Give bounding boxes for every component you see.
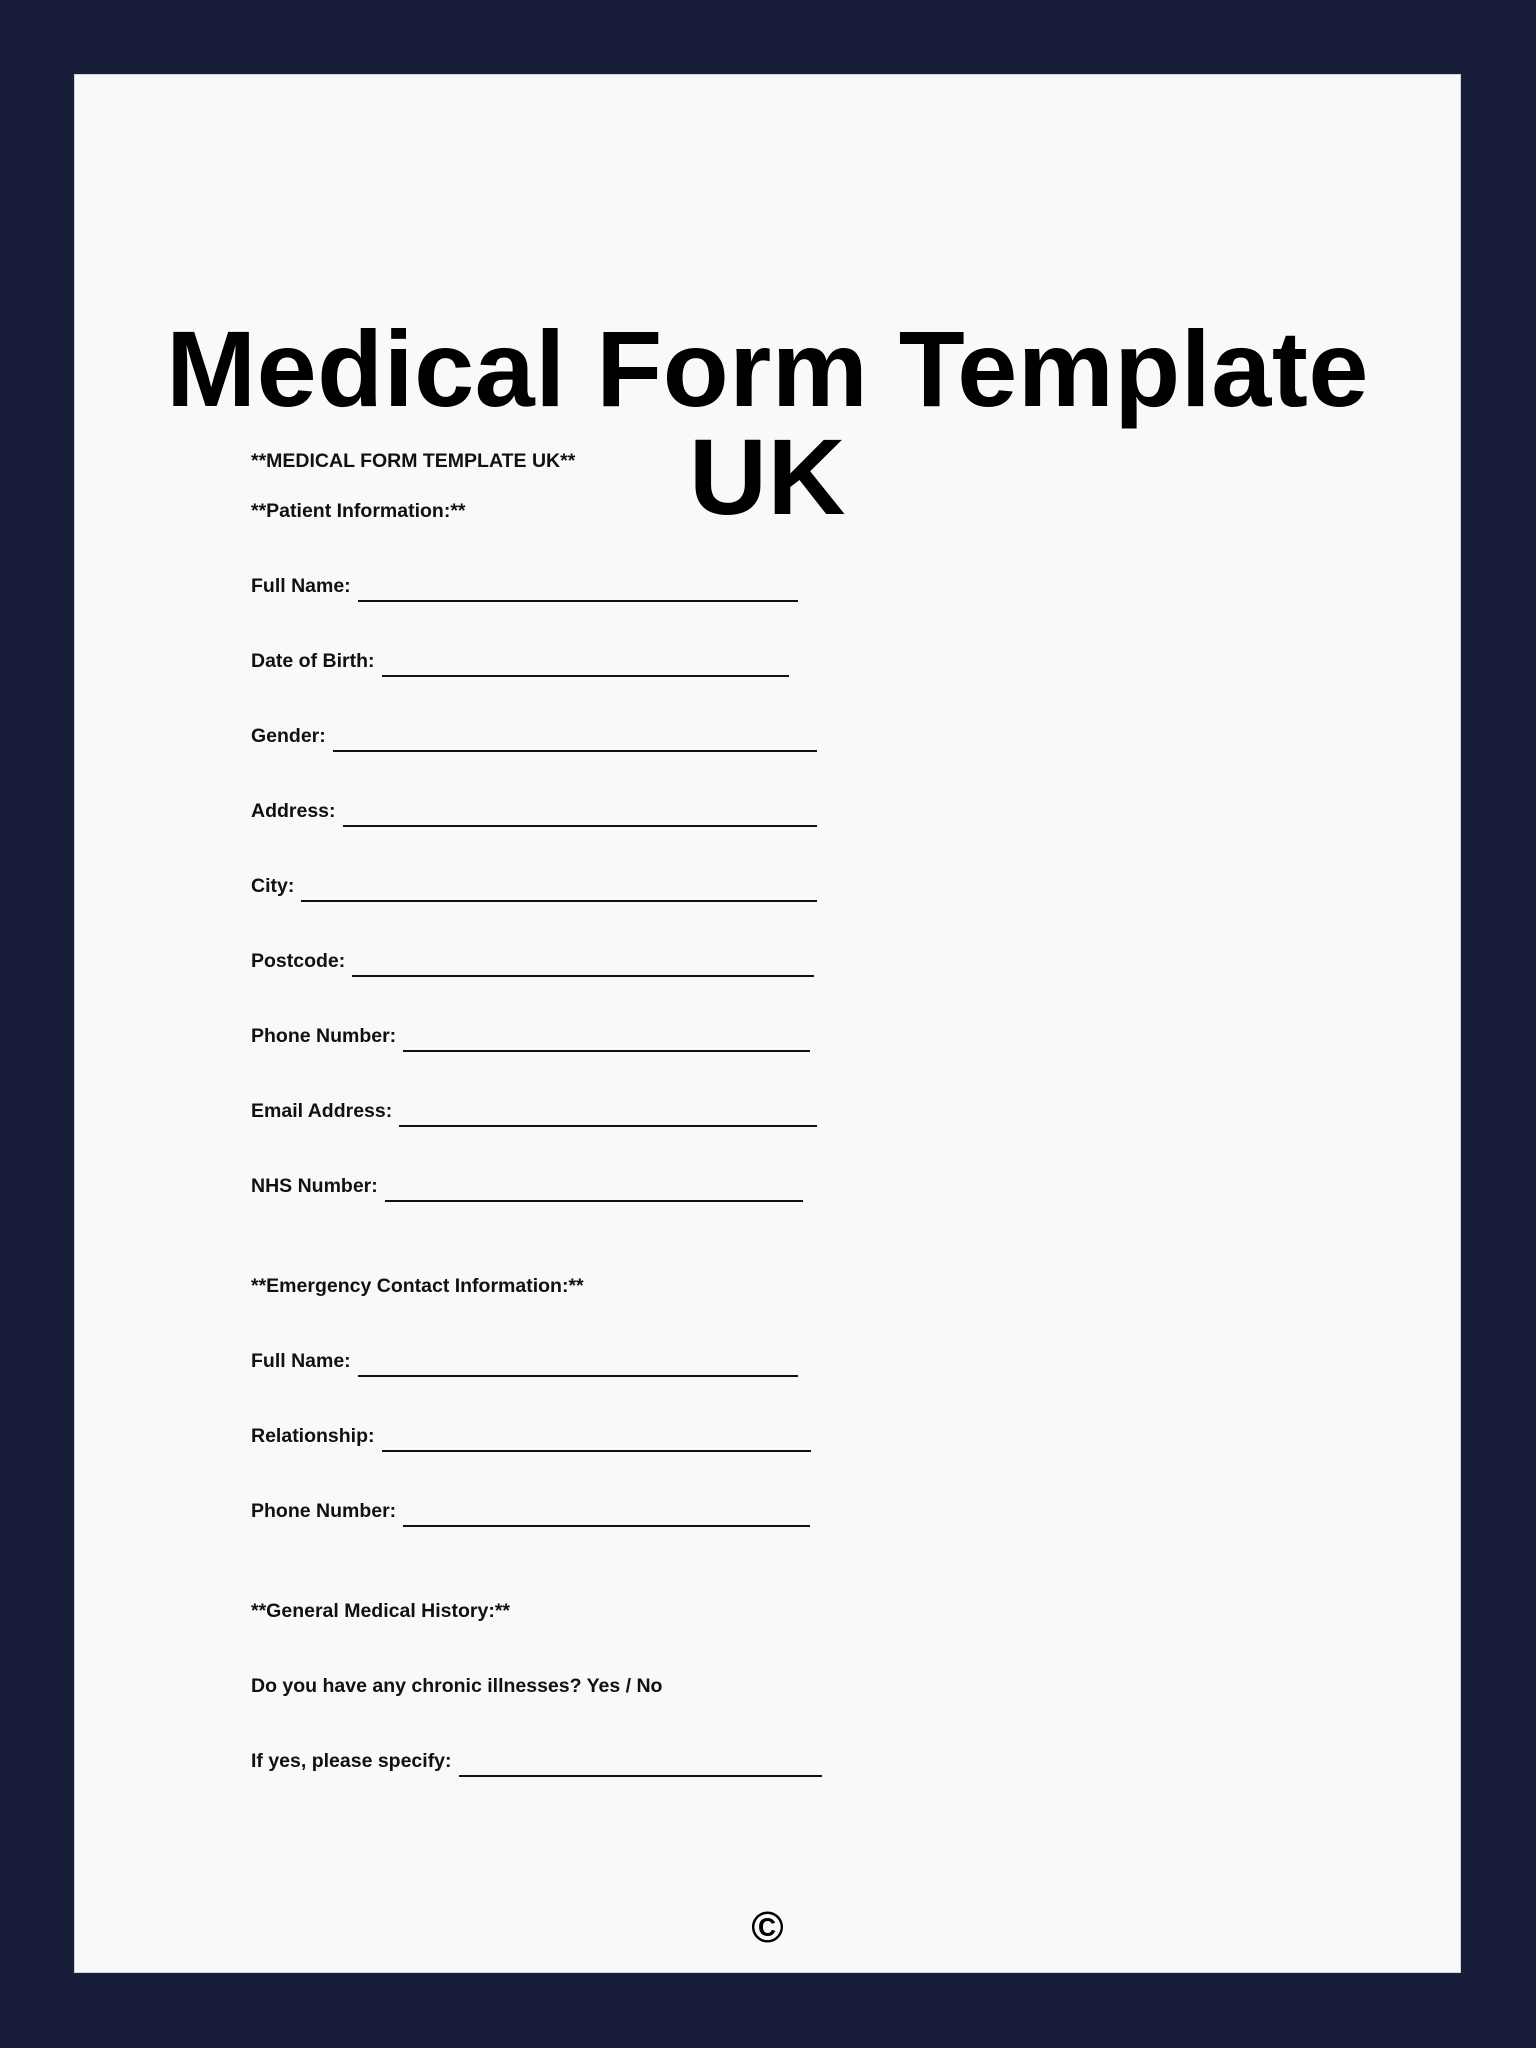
field-label: NHS Number: <box>251 1175 378 1197</box>
field-label: Phone Number: <box>251 1500 397 1522</box>
blank-line[interactable] <box>301 900 817 902</box>
blank-line[interactable] <box>343 825 817 827</box>
blank-line[interactable] <box>333 750 817 752</box>
section-heading-patient: **Patient Information:** <box>251 500 466 522</box>
blank-line[interactable] <box>382 1450 811 1452</box>
blank-line[interactable] <box>358 600 798 602</box>
blank-line[interactable] <box>382 675 789 677</box>
blank-line[interactable] <box>358 1375 798 1377</box>
blank-line[interactable] <box>459 1775 822 1777</box>
field-if-yes-specify[interactable] <box>251 1750 822 1772</box>
field-full-name[interactable] <box>251 575 798 597</box>
section-heading-history: **General Medical History:** <box>251 1600 511 1622</box>
field-phone-number[interactable] <box>251 1025 810 1047</box>
field-emergency-phone-number[interactable] <box>251 1500 810 1522</box>
form-heading: **MEDICAL FORM TEMPLATE UK** <box>251 450 576 472</box>
blank-line[interactable] <box>403 1525 810 1527</box>
field-label: Gender: <box>251 725 326 747</box>
field-label: Relationship: <box>251 1425 375 1447</box>
field-email-address[interactable] <box>251 1100 817 1122</box>
chronic-illness-question: Do you have any chronic illnesses? Yes / No <box>251 1675 663 1697</box>
field-gender[interactable] <box>251 725 817 747</box>
field-label: Full Name: <box>251 1350 351 1372</box>
document-title: Medical Form Template UK <box>166 308 1369 537</box>
field-label: Email Address: <box>251 1100 393 1122</box>
field-city[interactable] <box>251 875 817 897</box>
blank-line[interactable] <box>403 1050 810 1052</box>
field-date-of-birth[interactable] <box>251 650 789 672</box>
form-page <box>74 74 1461 1973</box>
field-postcode[interactable] <box>251 950 814 972</box>
field-address[interactable] <box>251 800 817 822</box>
blank-line[interactable] <box>385 1200 803 1202</box>
section-heading-emergency: **Emergency Contact Information:** <box>251 1275 584 1297</box>
field-label: If yes, please specify: <box>251 1750 452 1772</box>
field-label: Address: <box>251 800 336 822</box>
field-nhs-number[interactable] <box>251 1175 803 1197</box>
field-emergency-full-name[interactable] <box>251 1350 798 1372</box>
copyright-icon: © <box>751 1903 784 1952</box>
blank-line[interactable] <box>352 975 814 977</box>
field-label: Postcode: <box>251 950 346 972</box>
field-relationship[interactable] <box>251 1425 811 1447</box>
field-label: Phone Number: <box>251 1025 397 1047</box>
field-label: City: <box>251 875 295 897</box>
blank-line[interactable] <box>399 1125 817 1127</box>
field-label: Full Name: <box>251 575 351 597</box>
field-label: Date of Birth: <box>251 650 375 672</box>
